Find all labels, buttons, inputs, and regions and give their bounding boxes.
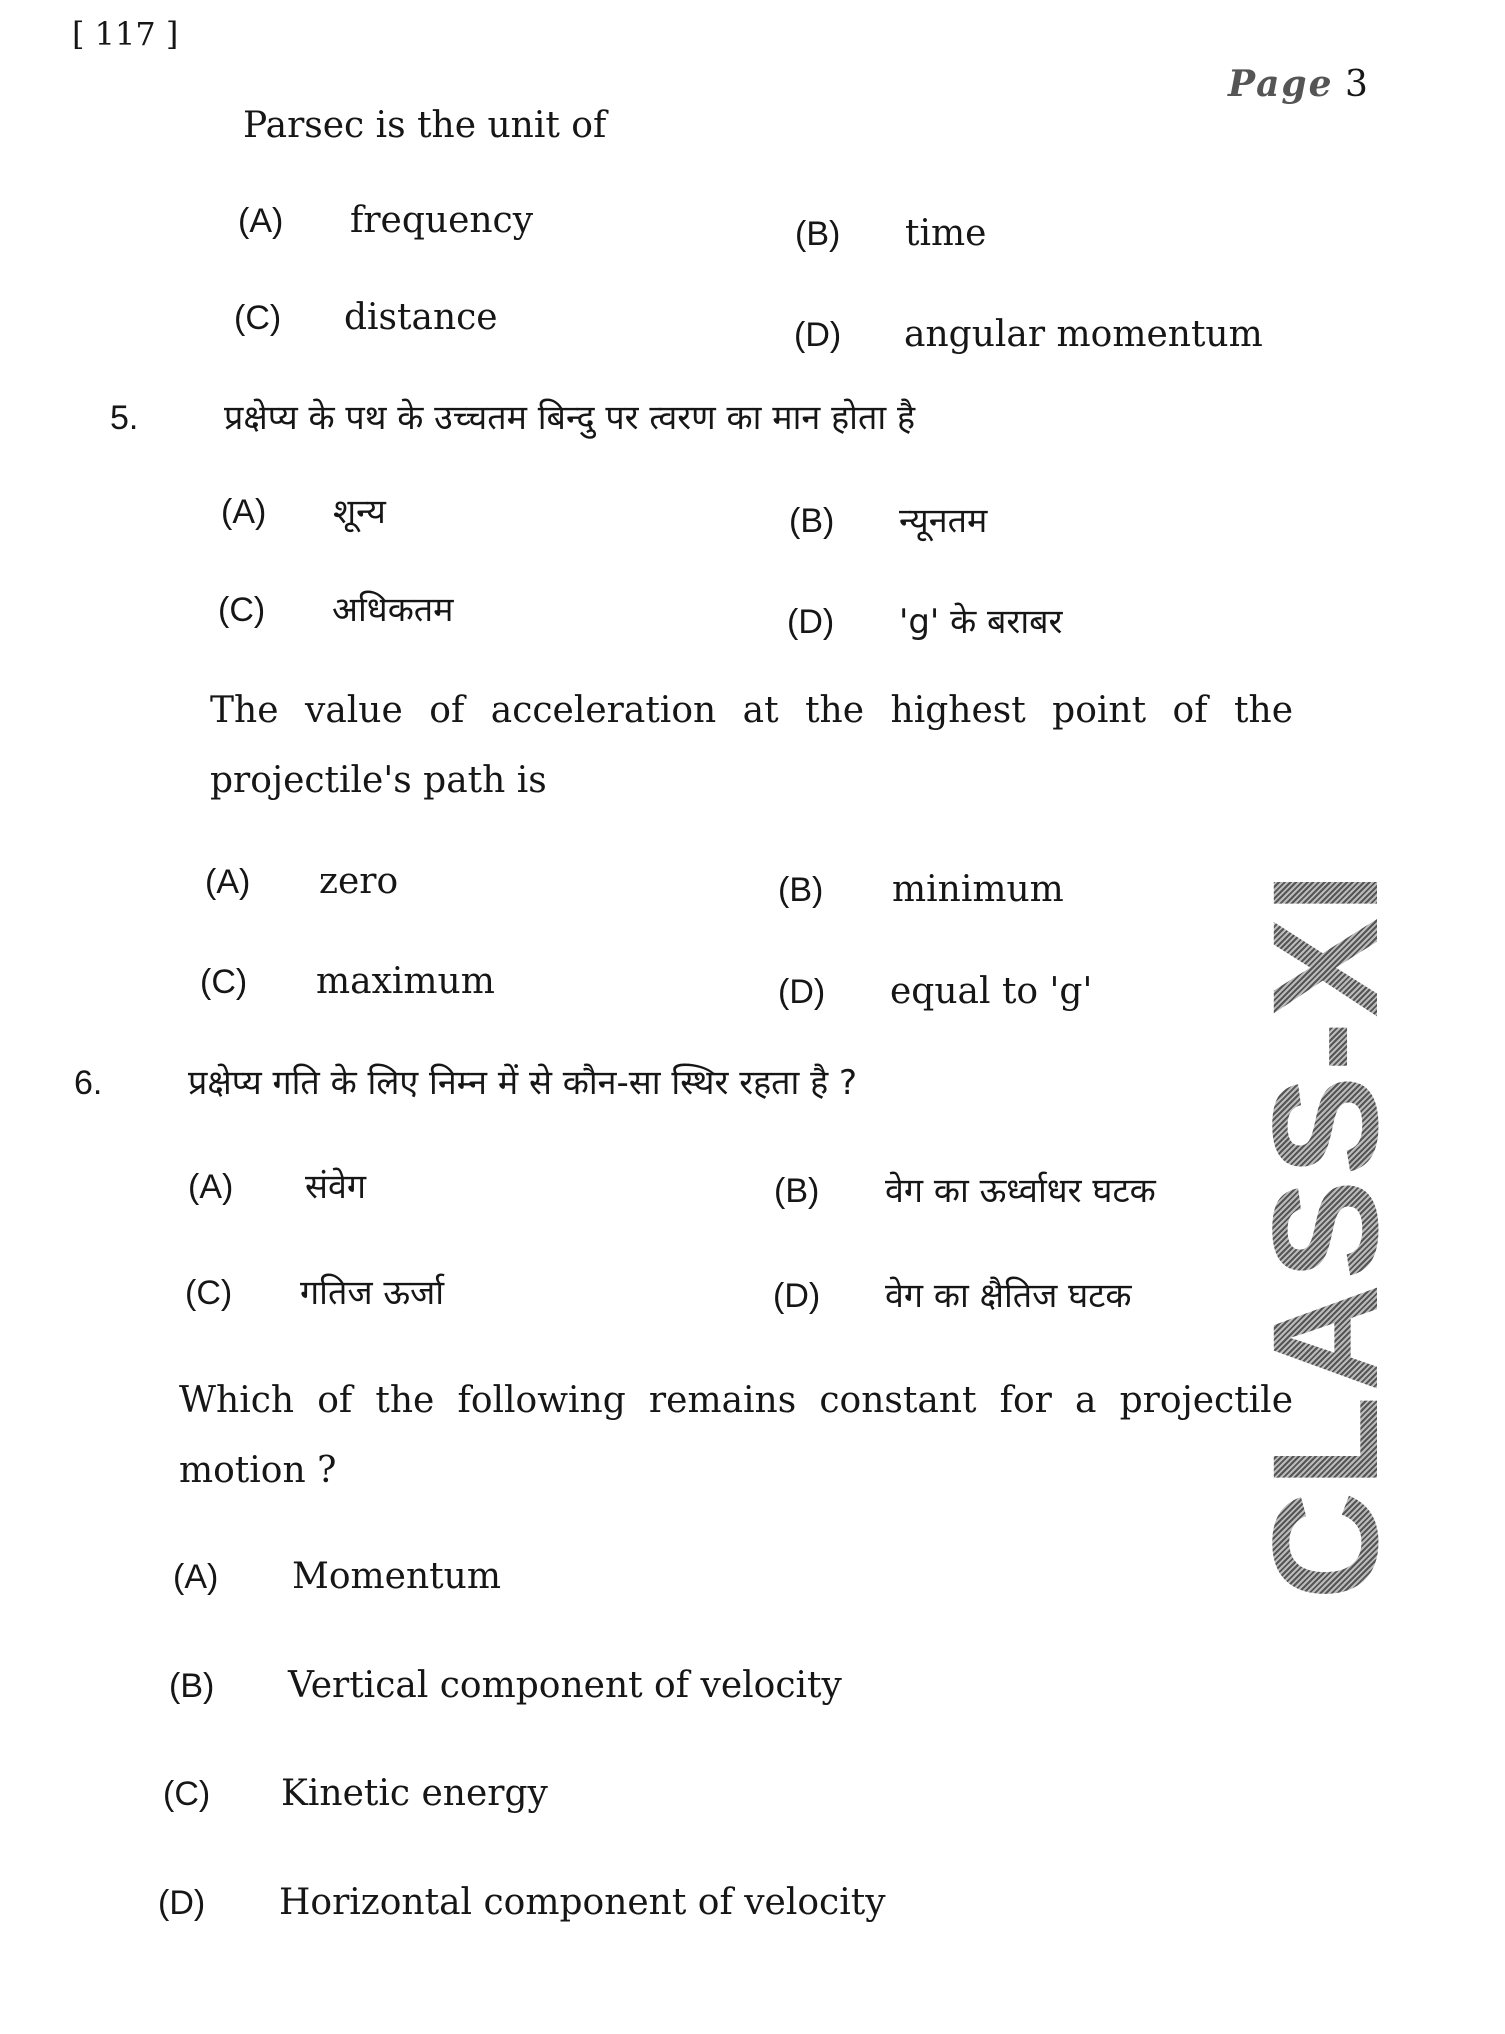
q4-option-c-label: (C) [234, 299, 282, 337]
q6-hi-option-b: वेग का ऊर्ध्वाधर घटक [885, 1171, 1156, 1211]
watermark: CLASS-XI [1241, 867, 1409, 1600]
q4-option-b: time [905, 213, 987, 254]
q5-hi-option-d-label: (D) [787, 603, 835, 641]
q5-option-a: zero [319, 861, 399, 902]
q4-option-d: angular momentum [904, 314, 1263, 355]
q6-option-d-label: (D) [158, 1884, 206, 1922]
q5-option-d-label: (D) [778, 973, 826, 1011]
q6-option-b: Vertical component of velocity [288, 1665, 842, 1706]
q5-hi-option-a-label: (A) [221, 493, 267, 531]
q6-option-c: Kinetic energy [281, 1773, 548, 1814]
q5-option-b: minimum [892, 869, 1064, 910]
q6-hi-option-c: गतिज ऊर्जा [300, 1273, 445, 1313]
q5-hi-option-d: 'g' के बराबर [899, 602, 1063, 642]
q6-hi-option-c-label: (C) [185, 1274, 233, 1312]
q5-option-d: equal to 'g' [890, 971, 1093, 1012]
q5-hi-option-c: अधिकतम [332, 590, 454, 630]
page-indicator [1228, 62, 1368, 107]
q5-option-b-label: (B) [778, 871, 824, 909]
q5-hi-option-b-label: (B) [789, 502, 835, 540]
sheet-number: [ 117 ] [72, 15, 179, 53]
q6-hi-option-a: संवेग [305, 1167, 367, 1207]
q5-question-en: The value of acceleration at the highest point of the projectile's path is [210, 690, 1293, 801]
q6-hi-option-a-label: (A) [188, 1168, 234, 1206]
q6-hi-option-d: वेग का क्षैतिज घटक [885, 1276, 1132, 1316]
q5-number: 5. [110, 399, 139, 437]
q6-option-c-label: (C) [163, 1775, 211, 1813]
q5-hi-option-b: न्यूनतम [899, 501, 988, 541]
q6-hi-option-d-label: (D) [773, 1277, 821, 1315]
q4-option-d-label: (D) [794, 316, 842, 354]
q4-option-a: frequency [350, 200, 534, 241]
q5-option-a-label: (A) [205, 863, 251, 901]
q5-option-c-label: (C) [200, 963, 248, 1001]
q5-hi-option-a: शून्य [333, 492, 386, 532]
q6-option-d: Horizontal component of velocity [279, 1882, 886, 1923]
q5-hi-option-c-label: (C) [218, 591, 266, 629]
q4-question: Parsec is the unit of [243, 105, 607, 146]
q4-option-c: distance [344, 297, 498, 338]
q5-question-hi: प्रक्षेप्य के पथ के उच्चतम बिन्दु पर त्वरण का मान होता है [224, 398, 916, 438]
q5-option-c: maximum [316, 961, 495, 1002]
q4-option-a-label: (A) [238, 202, 284, 240]
q6-number: 6. [74, 1064, 103, 1102]
q4-option-b-label: (B) [795, 215, 841, 253]
q6-hi-option-b-label: (B) [774, 1172, 820, 1210]
page-number: 3 [1344, 64, 1368, 105]
q6-option-a: Momentum [292, 1556, 501, 1597]
q6-question-en: Which of the following remains constant for a projectile motion ? [179, 1380, 1293, 1491]
page-label: Page [1228, 63, 1334, 105]
q6-question-hi: प्रक्षेप्य गति के लिए निम्न में से कौन-सा स्थिर रहता है ? [188, 1063, 858, 1103]
q6-option-a-label: (A) [173, 1558, 219, 1596]
q6-option-b-label: (B) [169, 1667, 215, 1705]
